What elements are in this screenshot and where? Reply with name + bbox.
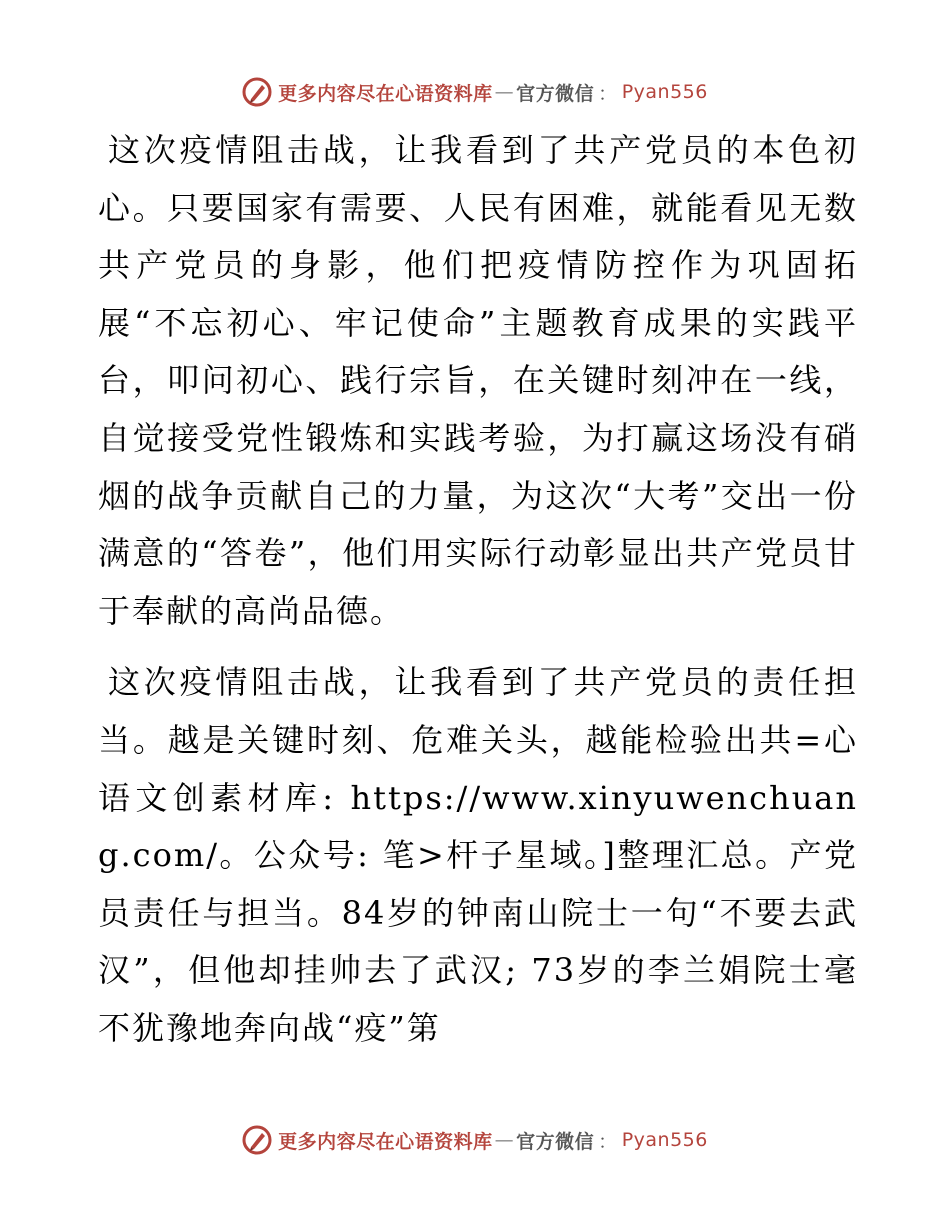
document-body <box>98 122 858 1058</box>
footer-colon: ： <box>598 1130 618 1153</box>
pen-logo-icon <box>242 77 272 107</box>
footer-main-text: 更多内容尽在心语资料库 <box>278 1130 493 1153</box>
header-main-text: 更多内容尽在心语资料库 <box>278 82 493 105</box>
paragraph-2: 这次疫情阻击战，让我看到了共产党员的责任担当。越是关键时刻、危难关头，越能检验出共=心语文创素材库: https://www.xinyuwenchuang.com/。公众号: 笔>杆子星域。]整理汇总。产党员责任与担当。84岁的钟南山院士一句“不要去武汉”，但他却挂帅去了武汉; 73岁的李兰娟院士毫不犹豫地奔向战“疫”第 <box>98 663 858 1047</box>
header-separator: — <box>494 81 515 103</box>
header-colon: ： <box>598 82 618 105</box>
footer-official-label: 官方微信 <box>516 1130 595 1153</box>
footer-watermark <box>0 1120 950 1160</box>
header-official-label: 官方微信 <box>516 82 595 105</box>
footer-separator: — <box>494 1129 515 1151</box>
header-watermark <box>0 72 950 112</box>
header-wechat-id: Pyan556 <box>621 81 708 103</box>
footer-wechat-id: Pyan556 <box>621 1129 708 1151</box>
pen-logo-icon <box>242 1125 272 1155</box>
paragraph-1: 这次疫情阻击战，让我看到了共产党员的本色初心。只要国家有需要、人民有困难，就能看见无数共产党员的身影，他们把疫情防控作为巩固拓展“不忘初心、牢记使命”主题教育成果的实践平台，叩问初心、践行宗旨，在关键时刻冲在一线，自觉接受党性锻炼和实践考验，为打赢这场没有硝烟的战争贡献自己的力量，为这次“大考”交出一份满意的“答卷”，他们用实际行动彰显出共产党员甘于奉献的高尚品德。 <box>98 131 858 630</box>
